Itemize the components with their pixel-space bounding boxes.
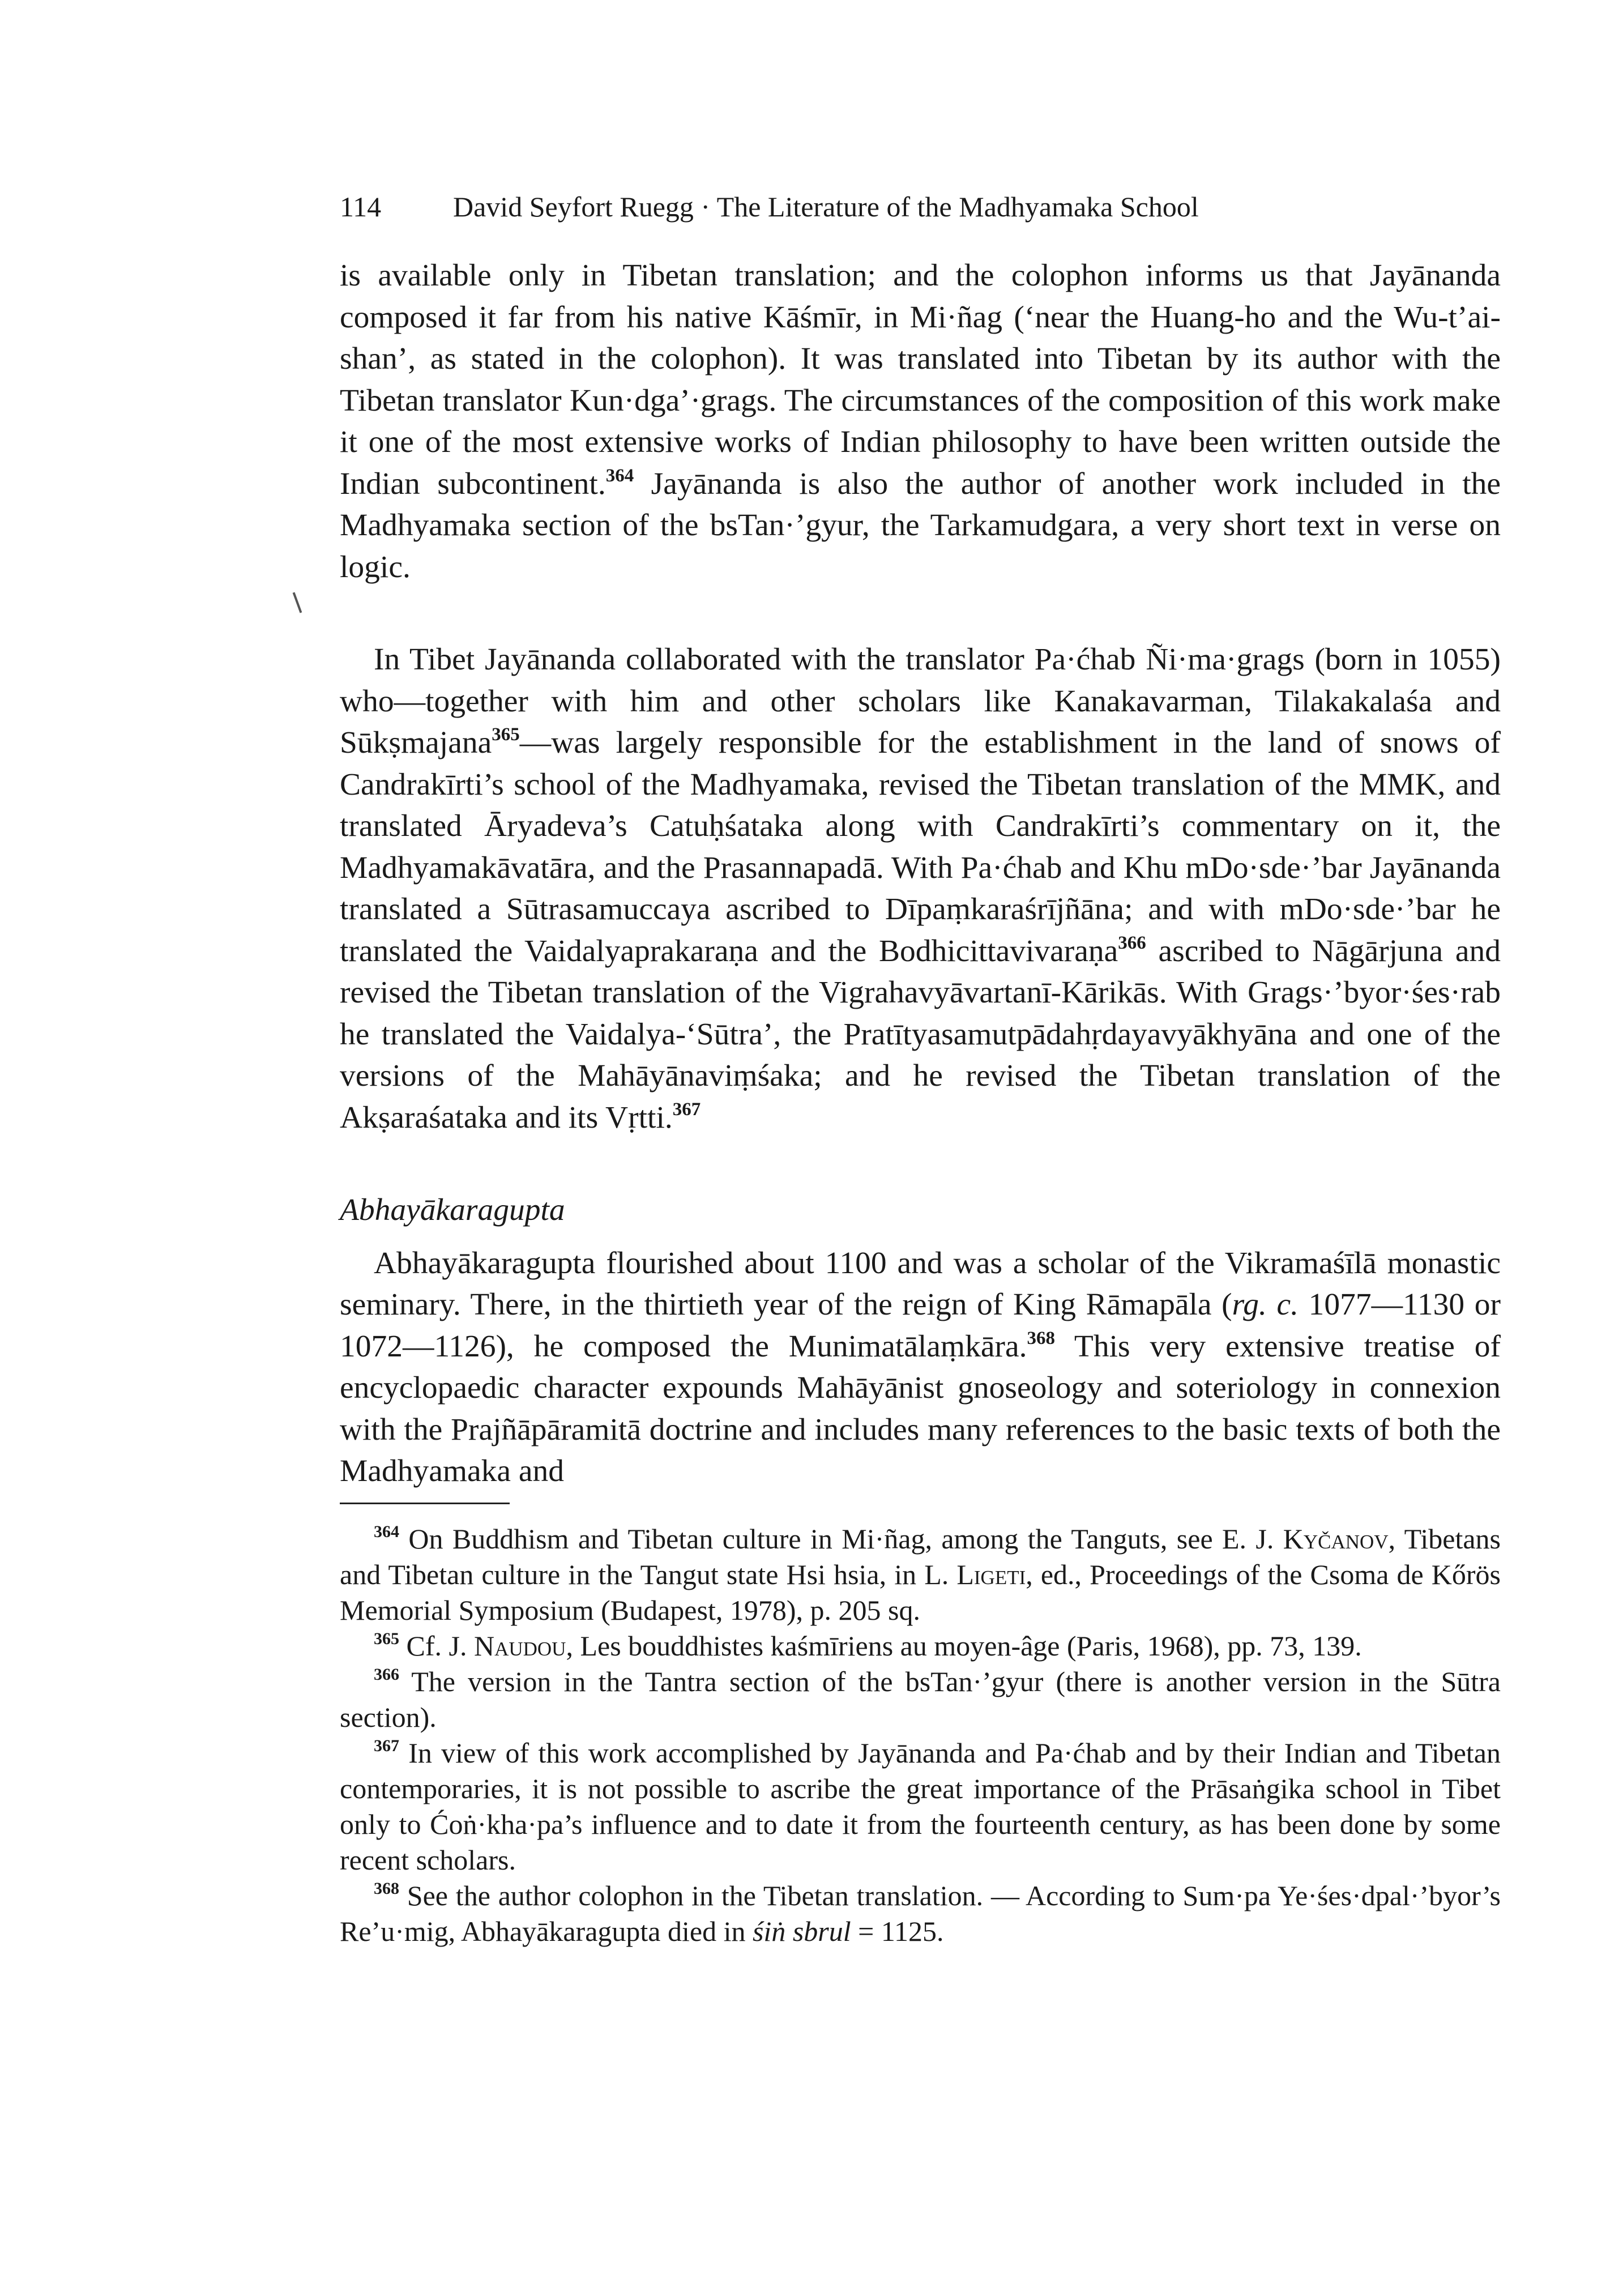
footnote-number: 364 [374, 1522, 399, 1541]
footnote-366: $^{366}$ The version in the Tantra section of the bsTan·’gyur (there is another version in the Sūtra section). [340, 1665, 1501, 1733]
footnote-rule [340, 1503, 510, 1504]
running-head-title: David Seyfort Ruegg · The Literature of the Madhyamaka School [453, 191, 1199, 223]
footnote-367: $^{367}$ In view of this work accomplished by Jayānanda and Pa·ćhab and by their Indian and Tibetan contemporaries, it is not possible to ascribe the great importance of the Prāsaṅgika school in Tibet only to Ćoṅ·kha·pa’s influence and to date it from the fourteenth century, as has been done by some recent scholars. [340, 1736, 1501, 1876]
footnote-ref-365: 365 [492, 724, 520, 745]
section-heading: Abhayākaragupta [340, 1193, 565, 1227]
author-name: Naudou [473, 1629, 566, 1662]
italic-text: rg. c. [1232, 1287, 1299, 1322]
italic-text: śiṅ sbrul [752, 1915, 851, 1947]
footnote-ref-366: 366 [1118, 932, 1146, 953]
footnote-number: 368 [374, 1879, 399, 1898]
running-head [340, 187, 1501, 227]
section-paragraph: Abhayākaragupta flourished about 1100 and was a scholar of the Vikramaśīlā monastic seminary. There, in the thirtieth year of the reign of King Rāmapāla (rg. c. 1077—1130 or 1072—1126), he composed the Munimatālaṃkāra.$^{368}$ This very extensive treatise of encyclopaedic character expounds Mahāyānist gnoseology and soteriology in connexion with the Prajñāpāramitā doctrine and includes many references to the basic texts of both the Madhyamaka and [340, 1245, 1501, 1488]
footnotes [340, 1521, 1501, 1949]
author-name: Ligeti [956, 1558, 1026, 1590]
footnote-number: 366 [374, 1665, 399, 1684]
footnote-number: 365 [374, 1629, 399, 1648]
scan-mark [293, 592, 302, 613]
footnote-ref-364: 364 [605, 465, 634, 486]
paragraph-gap [340, 588, 1501, 639]
footnote-368: $^{368}$ See the author colophon in the Tibetan translation. — According to Sum·pa Ye·śes·dpal·’byor’s Re’u·mig, Abhayākaragupta died in śiṅ sbrul = 1125. [340, 1879, 1501, 1947]
author-name: Kyčanov [1283, 1522, 1389, 1555]
footnote-365: $^{365}$ Cf. J. Naudou, Les bouddhistes kaśmīriens au moyen-âge (Paris, 1968), pp. 73, 139. [374, 1629, 1362, 1662]
footnote-364: $^{364}$ On Buddhism and Tibetan culture in Mi·ñag, among the Tanguts, see E. J. Kyčanov, Tibetans and Tibetan culture in the Tangut state Hsi hsia, in L. Ligeti, ed., Proceedings of the Csoma de Kőrös Memorial Symposium (Budapest, 1978), p. 205 sq. [340, 1522, 1501, 1626]
footnote-ref-367: 367 [672, 1099, 701, 1120]
paragraph-2: In Tibet Jayānanda collaborated with the translator Pa·ćhab Ñi·ma·grags (born in 1055) who—together with him and other scholars like Kanakavarman, Tilakakalaśa and Sūkṣmajana$^{365}$—was largely responsible for the establishment in the land of snows of Candrakīrti’s school of the Madhyamaka, revised the Tibetan translation of the MMK, and translated Āryadeva’s Catuḥśataka along with Candrakīrti’s commentary on it, the Madhyamakāvatāra, and the Prasannapadā. With Pa·ćhab and Khu mDo·sde·’bar Jayānanda translated a Sūtrasamuccaya ascribed to Dīpaṃkaraśrījñāna; and with mDo·sde·’bar he translated the Vaidalyaprakaraṇa and the Bodhicittavivaraṇa$^{366}$ ascribed to Nāgārjuna and revised the Tibetan translation of the Vigrahavyāvartanī-Kārikās. With Grags·’byor·śes·rab he translated the Vaidalya-‘Sūtra’, the Pratītyasamutpādahṛdayavyākhyāna and one of the versions of the Mahāyānaviṃśaka; and he revised the Tibetan translation of the Akṣaraśataka and its Vṛtti.$^{367}$ [340, 642, 1501, 1135]
page-content [340, 187, 1501, 1949]
page-number: 114 [340, 191, 382, 223]
footnote-ref-368: 368 [1027, 1328, 1055, 1348]
footnote-number: 367 [374, 1736, 399, 1755]
paragraph-1: is available only in Tibetan translation; and the colophon informs us that Jayānanda composed it far from his native Kāśmīr, in Mi·ñag (‘near the Huang-ho and the Wu-t’ai-shan’, as stated in the colophon). It was translated into Tibetan by its author with the Tibetan translator Kun·dga’·grags. The circumstances of the composition of this work make it one of the most extensive works of Indian philosophy to have been written outside the Indian subcontinent.$^{364}$ Jayānanda is also the author of another work included in the Madhyamaka section of the bsTan·’gyur, the Tarkamudgara, a very short text in verse on logic. [340, 258, 1501, 584]
